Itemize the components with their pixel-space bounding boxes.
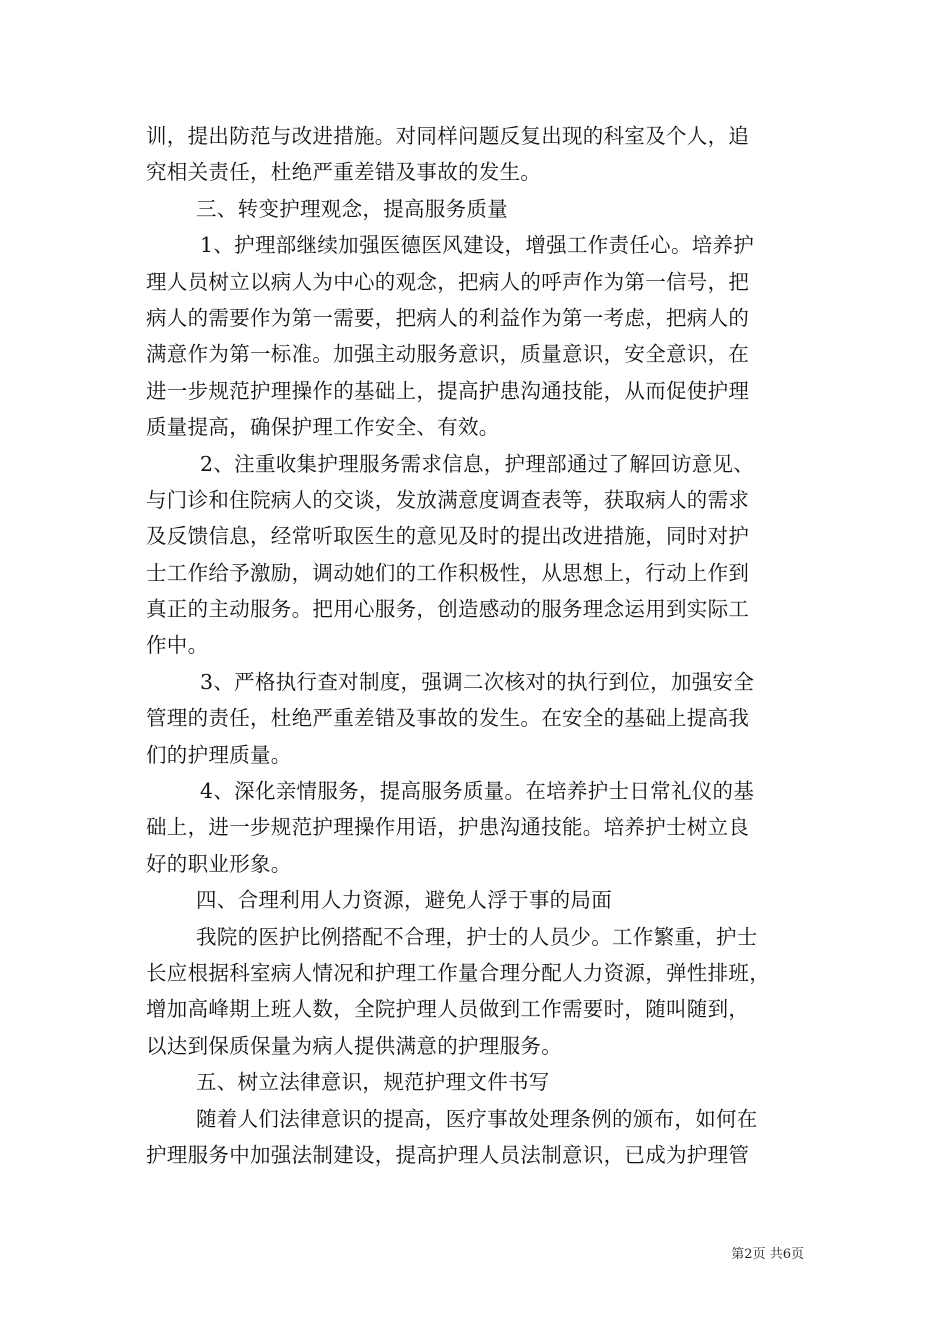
footer-total-pages: 6: [782, 1247, 791, 1262]
text-line: 士工作给予激励，调动她们的工作积极性，从思想上，行动上作到: [146, 560, 750, 585]
footer-suffix: 页: [790, 1247, 804, 1262]
footer-middle: 页 共: [752, 1247, 783, 1262]
text-line: 增加高峰期上班人数，全院护理人员做到工作需要时，随叫随到，: [146, 997, 750, 1022]
footer-prefix: 第: [731, 1247, 745, 1262]
text-line: 及反馈信息，经常听取医生的意见及时的提出改进措施，同时对护: [146, 524, 750, 549]
footer-current-page: 2: [744, 1247, 753, 1262]
page-footer: [731, 1246, 804, 1264]
text-line: 础上，进一步规范护理操作用语，护患沟通技能。培养护士树立良: [146, 815, 750, 840]
text-line: 好的职业形象。: [146, 851, 292, 876]
section-heading: 五、树立法律意识，规范护理文件书写: [196, 1070, 550, 1095]
section-heading: 三、转变护理观念，提高服务质量: [196, 196, 508, 221]
text-line: 作中。: [146, 633, 209, 658]
text-line: 病人的需要作为第一需要，把病人的利益作为第一考虑，把病人的: [146, 305, 750, 330]
text-line: 护理服务中加强法制建设，提高护理人员法制意识，已成为护理管: [146, 1142, 750, 1167]
text-line: 们的护理质量。: [146, 742, 292, 767]
text-line: 究相关责任，杜绝严重差错及事故的发生。: [146, 160, 542, 185]
text-line: 理人员树立以病人为中心的观念，把病人的呼声作为第一信号，把: [146, 269, 750, 294]
text-line: 4、深化亲情服务，提高服务质量。在培养护士日常礼仪的基: [200, 779, 755, 804]
section-heading: 四、合理利用人力资源，避免人浮于事的局面: [196, 888, 612, 913]
text-line: 长应根据科室病人情况和护理工作量合理分配人力资源，弹性排班，: [146, 960, 770, 985]
text-line: 管理的责任，杜绝严重差错及事故的发生。在安全的基础上提高我: [146, 706, 750, 731]
text-line: 3、严格执行查对制度，强调二次核对的执行到位，加强安全: [200, 669, 755, 694]
text-line: 满意作为第一标准。加强主动服务意识，质量意识，安全意识，在: [146, 342, 750, 367]
text-line: 以达到保质保量为病人提供满意的护理服务。: [146, 1033, 562, 1058]
text-line: 我院的医护比例搭配不合理，护士的人员少。工作繁重，护士: [196, 924, 758, 949]
text-line: 1、护理部继续加强医德医风建设，增强工作责任心。培养护: [200, 233, 755, 258]
text-line: 进一步规范护理操作的基础上，提高护患沟通技能，从而促使护理: [146, 378, 750, 403]
document-body: [146, 118, 818, 1173]
text-line: 随着人们法律意识的提高，医疗事故处理条例的颁布，如何在: [196, 1106, 758, 1131]
text-line: 真正的主动服务。把用心服务，创造感动的服务理念运用到实际工: [146, 597, 750, 622]
text-line: 训，提出防范与改进措施。对同样问题反复出现的科室及个人，追: [146, 124, 750, 148]
text-line: 2、注重收集护理服务需求信息，护理部通过了解回访意见、: [200, 451, 755, 476]
text-line: 质量提高，确保护理工作安全、有效。: [146, 415, 500, 440]
text-line: 与门诊和住院病人的交谈，发放满意度调查表等，获取病人的需求: [146, 487, 750, 512]
